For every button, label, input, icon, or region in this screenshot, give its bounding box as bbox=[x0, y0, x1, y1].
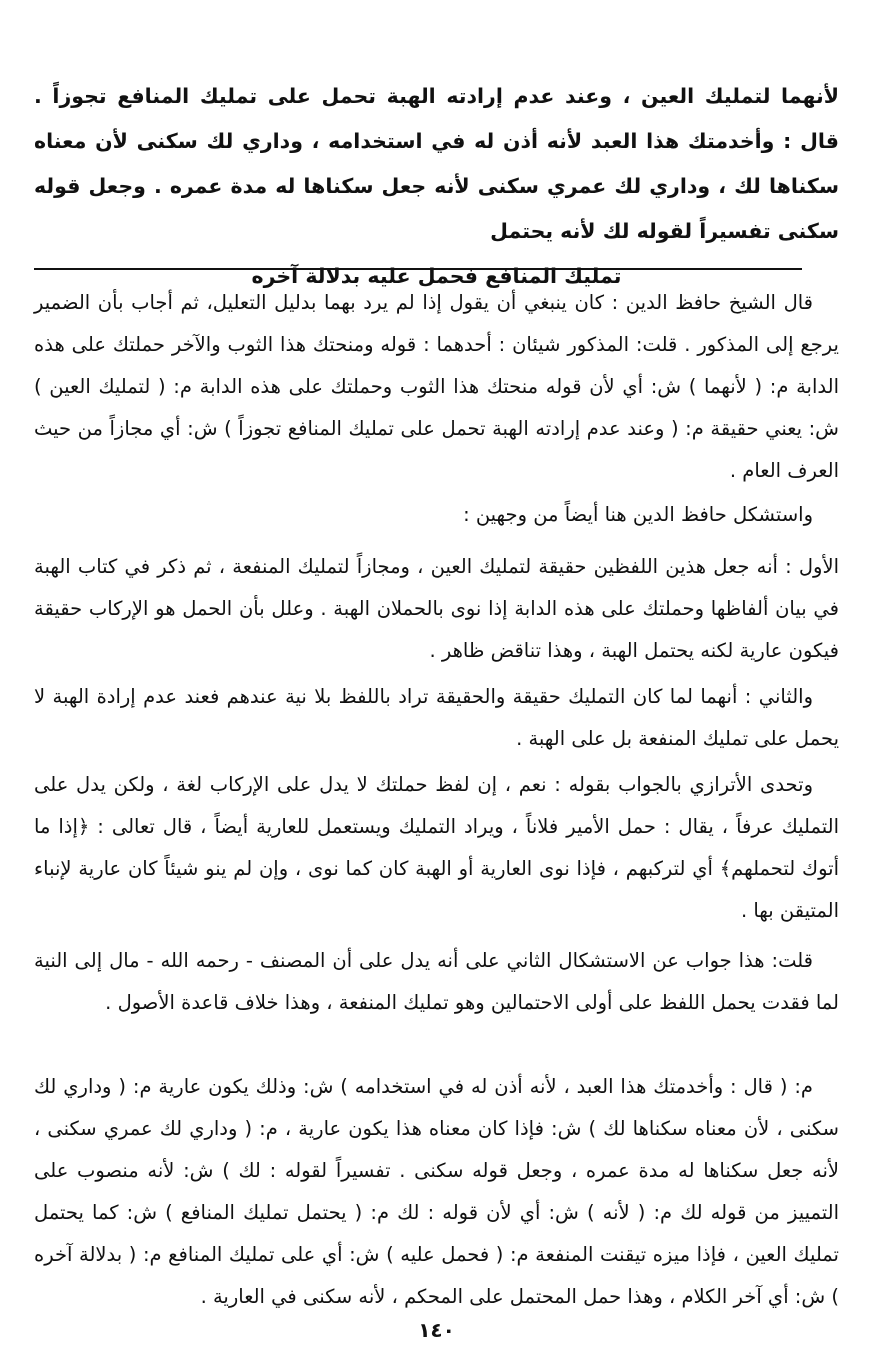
paragraph-text: قال الشيخ حافظ الدين : كان ينبغي أن يقول إذا لم يرد بهما بدليل التعليل، ثم أجاب بأن الضمير يرجع إلى المذكور . قلت: المذكور شيئان : أحدهما : قوله ومنحتك هذا الثوب والآخر حملتك على هذه الدابة م: ( لأنهما ) ش: أي لأن قوله منحتك هذا الثوب وحملتك على هذه الدابة م: ( لتمليك العين ) ش: يعني حقيقة م: ( وعند عدم إرادته الهبة تحمل على تمليك المنافع تجوزاً ) ش: أي مجازاً من حيث العرف العام . bbox=[34, 291, 839, 482]
commentary-paragraph bbox=[34, 1066, 839, 1318]
matn-last-line: تمليك المنافع فحمل عليه بدلالة آخره bbox=[251, 264, 622, 288]
paragraph-text: م: ( قال : وأخدمتك هذا العبد ، لأنه أذن له في استخدامه ) ش: وذلك يكون عارية م: ( وداري لك سكنى ، لأن معناه سكناها لك ) ش: فإذا كان معناه هذا يكون عارية ، م: ( وداري لك عمري سكنى ، لأنه جعل سكناها له مدة عمره ، وجعل قوله سكنى . تفسيراً لقوله : لك ) ش: لأنه منصوب على التمييز من قوله لك م: ( لأنه ) ش: أي لأن قوله : لك م: ( يحتمل تمليك المنافع ) ش: كما يحتمل تمليك العين ، فإذا ميزه تيقنت المنفعة م: ( فحمل عليه ) ش: أي على تمليك المنافع م: ( بدلالة آخره ) ش: أي آخر الكلام ، وهذا حمل المحتمل على المحكم ، لأنه سكنى في العارية . bbox=[34, 1075, 839, 1308]
commentary-paragraph bbox=[34, 494, 839, 536]
page-number: ١٤٠ bbox=[418, 1318, 455, 1342]
commentary-paragraph bbox=[34, 764, 839, 932]
commentary-paragraph bbox=[34, 546, 839, 672]
matn-block bbox=[34, 74, 839, 299]
commentary-paragraph bbox=[34, 282, 839, 492]
separator-rule bbox=[34, 268, 802, 270]
paragraph-text: وتحدى الأترازي بالجواب بقوله : نعم ، إن لفظ حملتك لا يدل على الإركاب لغة ، ولكن يدل على التمليك عرفاً ، يقال : حمل الأمير فلاناً ، ويراد التمليك ويستعمل للعارية أيضاً ، قال تعالى : ﴿إذا ما أتوك لتحملهم﴾ أي لتركبهم ، فإذا نوى العارية أو الهبة كان كما نوى ، وإن لم ينو شيئاً كان عارية لإنباء المتيقن بها . bbox=[34, 773, 839, 922]
matn-text: لأنهما لتمليك العين ، وعند عدم إرادته الهبة تحمل على تمليك المنافع تجوزاً . قال : وأخدمتك هذا العبد لأنه أذن له في استخدامه ، وداري لك سكنى لأن معناه سكناها لك ، وداري لك عمري سكنى لأنه جعل سكناها له مدة عمره . وجعل قوله سكنى تفسيراً لقوله لك لأنه يحتمل bbox=[34, 84, 839, 243]
paragraph-text: قلت: هذا جواب عن الاستشكال الثاني على أنه يدل على أن المصنف - رحمه الله - مال إلى النية لما فقدت يحمل اللفظ على أولى الاحتمالين وهو تمليك المنفعة ، وهذا خلاف قاعدة الأصول . bbox=[34, 949, 839, 1014]
commentary-paragraph bbox=[34, 676, 839, 760]
commentary-paragraph bbox=[34, 940, 839, 1024]
paragraph-text: واستشكل حافظ الدين هنا أيضاً من وجهين : bbox=[463, 503, 813, 526]
paragraph-text: والثاني : أنهما لما كان التمليك حقيقة والحقيقة تراد باللفظ بلا نية عندهم فعند عدم إرادة الهبة لا يحمل على تمليك المنفعة بل على الهبة . bbox=[34, 685, 839, 750]
paragraph-text: الأول : أنه جعل هذين اللفظين حقيقة لتمليك العين ، ومجازاً لتمليك المنفعة ، ثم ذكر في كتاب الهبة في بيان ألفاظها وحملتك على هذه الدابة إذا نوى بالحملان الهبة . وعلل بأن الحمل هو الإركاب حقيقة فيكون عارية لكنه يحتمل الهبة ، وهذا تناقض ظاهر . bbox=[34, 555, 839, 662]
